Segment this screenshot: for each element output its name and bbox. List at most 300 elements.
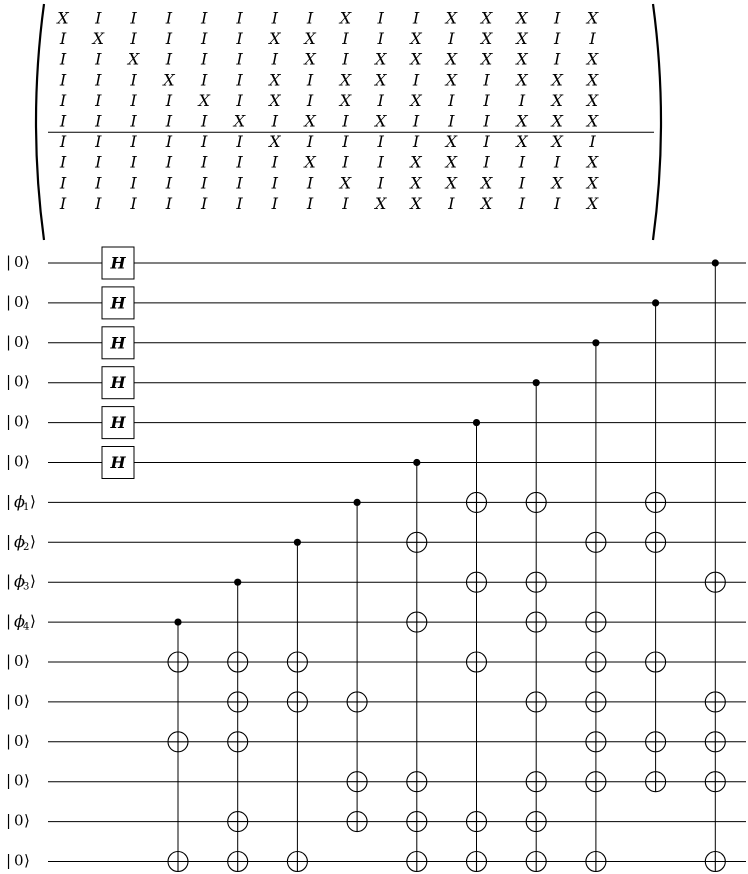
matrix-entry: I <box>377 8 384 28</box>
matrix-entry: I <box>377 29 384 49</box>
matrix-entry: I <box>59 111 67 131</box>
matrix-entry: I <box>201 29 208 49</box>
matrix-entry: X <box>339 173 352 193</box>
matrix-entry: I <box>306 173 314 193</box>
matrix-entry: I <box>377 173 384 193</box>
control-dot <box>354 499 361 506</box>
matrix-entry: X <box>586 70 599 90</box>
target-oplus <box>467 652 487 672</box>
cnot-gate <box>586 339 606 871</box>
hadamard-gate <box>102 327 134 359</box>
hadamard-label: H <box>110 413 126 433</box>
ket-close: ⟩ <box>24 412 30 431</box>
matrix-entry: I <box>130 8 137 28</box>
wire-label <box>6 333 30 351</box>
matrix-entry: I <box>201 111 208 131</box>
control-dot <box>652 299 659 306</box>
matrix-entry: I <box>554 29 561 49</box>
matrix-entry: I <box>165 49 173 69</box>
matrix-entry: I <box>95 8 102 28</box>
stabilizer-matrix <box>36 4 661 240</box>
hadamard-label: H <box>110 253 126 273</box>
matrix-entry: I <box>165 8 173 28</box>
target-oplus <box>407 612 427 632</box>
matrix-entry: I <box>95 152 102 172</box>
ket-symbol: 0 <box>14 652 24 670</box>
matrix-entry: I <box>412 132 420 152</box>
matrix-entry: I <box>483 90 490 110</box>
matrix-entry: I <box>554 193 561 213</box>
matrix-entry: X <box>269 29 281 49</box>
ket-close: ⟩ <box>24 292 30 311</box>
matrix-entry: X <box>339 8 352 28</box>
matrix-entry: I <box>201 70 208 90</box>
wire-label <box>6 413 30 431</box>
matrix-entry: X <box>551 111 563 131</box>
matrix-entry: X <box>304 49 316 69</box>
target-oplus <box>228 652 248 672</box>
wire-label <box>6 612 36 633</box>
wire-label <box>6 812 30 830</box>
cnot-gate <box>526 379 546 871</box>
target-oplus <box>586 652 606 672</box>
target-oplus <box>228 732 248 752</box>
matrix-entry: X <box>551 70 563 90</box>
ket-close: ⟩ <box>24 691 30 710</box>
ket-symbol: 0 <box>14 332 24 351</box>
target-oplus <box>646 492 666 512</box>
ket-symbol: 0 <box>14 731 24 750</box>
target-oplus <box>467 572 487 592</box>
ket-symbol: ϕ <box>14 571 25 591</box>
matrix-entry: I <box>130 29 137 49</box>
target-oplus <box>407 532 427 552</box>
matrix-entry: I <box>377 90 384 110</box>
matrix-entry: I <box>554 152 561 172</box>
target-oplus <box>526 852 546 872</box>
matrix-entry: I <box>201 132 208 152</box>
matrix-entry: I <box>306 70 314 90</box>
matrix-entry: X <box>269 90 281 110</box>
matrix-entry: I <box>518 173 526 193</box>
matrix-entry: I <box>271 173 278 193</box>
ket-subscript: 4 <box>23 621 30 633</box>
matrix-entry: X <box>516 8 528 28</box>
matrix-entry: X <box>304 152 316 172</box>
matrix-entry: X <box>410 29 422 49</box>
hadamard-label: H <box>110 373 126 393</box>
matrix-entry: I <box>201 173 208 193</box>
matrix-entry: X <box>480 193 493 213</box>
matrix-entry: X <box>516 29 528 49</box>
matrix-entry: X <box>445 173 457 193</box>
target-oplus <box>347 692 367 712</box>
hadamard-label: H <box>110 333 126 353</box>
matrix-entry: X <box>480 49 493 69</box>
matrix-entry: I <box>342 49 349 69</box>
matrix-entry: X <box>516 70 528 90</box>
matrix-entry: I <box>59 193 67 213</box>
matrix-entry: X <box>375 49 387 69</box>
matrix-entry: I <box>271 49 278 69</box>
hadamard-gate <box>102 287 134 319</box>
ket-open: | <box>6 532 12 551</box>
matrix-entry: I <box>448 29 455 49</box>
matrix-entry: I <box>271 8 278 28</box>
matrix-entry: I <box>412 8 420 28</box>
matrix-entry: X <box>410 152 422 172</box>
matrix-entry: X <box>516 132 528 152</box>
ket-open: | <box>6 253 12 271</box>
matrix-entry: X <box>269 132 281 152</box>
matrix-entry: I <box>236 173 243 193</box>
matrix-entry: I <box>518 90 526 110</box>
ket-symbol: 0 <box>14 691 24 710</box>
ket-subscript: 2 <box>23 541 30 553</box>
wire-label <box>6 293 30 311</box>
wire-label <box>6 572 36 593</box>
target-oplus <box>526 572 546 592</box>
wire-label <box>6 453 30 471</box>
matrix-entry: X <box>551 132 563 152</box>
matrix-entry: I <box>589 29 596 49</box>
matrix-entry: I <box>412 111 420 131</box>
matrix-entry: I <box>342 193 349 213</box>
ket-open: | <box>6 572 12 591</box>
matrix-entry: X <box>551 90 563 110</box>
matrix-entry: I <box>130 173 137 193</box>
matrix-entry: I <box>448 111 455 131</box>
matrix-entry: I <box>271 111 278 131</box>
matrix-entry: I <box>554 8 561 28</box>
right-parenthesis <box>653 4 661 240</box>
ket-close: ⟩ <box>24 652 30 670</box>
control-dot <box>234 579 241 586</box>
matrix-entry: X <box>304 111 316 131</box>
ket-subscript: 1 <box>23 501 30 513</box>
hadamard-label: H <box>110 453 126 472</box>
target-oplus <box>705 692 725 712</box>
ket-symbol: 0 <box>14 771 24 790</box>
target-oplus <box>407 812 427 832</box>
matrix-entry: I <box>342 152 349 172</box>
matrix-entry: X <box>339 70 352 90</box>
target-oplus <box>467 812 487 832</box>
ket-open: | <box>6 851 12 870</box>
cnot-gate <box>347 499 367 832</box>
matrix-entry: X <box>410 49 422 69</box>
cnot-gate <box>168 619 188 872</box>
left-parenthesis <box>36 4 44 240</box>
matrix-entry: X <box>551 173 563 193</box>
matrix-entry: X <box>445 49 457 69</box>
matrix-entry: X <box>516 111 528 131</box>
matrix-entry: I <box>306 90 314 110</box>
matrix-entry: I <box>95 173 102 193</box>
ket-open: | <box>6 412 12 431</box>
ket-open: | <box>6 332 12 351</box>
wire-label <box>6 532 36 553</box>
matrix-entry: I <box>201 8 208 28</box>
matrix-entry: X <box>127 49 140 69</box>
ket-symbol: 0 <box>14 452 24 471</box>
ket-open: | <box>6 811 12 830</box>
target-oplus <box>287 652 307 672</box>
matrix-entry: I <box>236 49 243 69</box>
hadamard-gate <box>102 367 134 399</box>
matrix-entry: I <box>165 111 173 131</box>
matrix-entry: I <box>130 70 137 90</box>
matrix-entry: X <box>92 29 104 49</box>
control-dot <box>533 379 540 386</box>
matrix-entry: I <box>518 152 526 172</box>
hadamard-label: H <box>110 293 126 313</box>
ket-open: | <box>6 372 12 391</box>
matrix-entry: I <box>448 90 455 110</box>
ket-open: | <box>6 731 12 750</box>
matrix-entry: X <box>586 193 599 213</box>
target-oplus <box>228 852 248 872</box>
matrix-entry: I <box>95 49 102 69</box>
matrix-entry: X <box>586 173 599 193</box>
ket-open: | <box>6 691 12 710</box>
matrix-entry: X <box>586 49 599 69</box>
matrix-entry: I <box>236 70 243 90</box>
matrix-entry: I <box>236 132 243 152</box>
hadamard-gate <box>102 447 134 479</box>
matrix-entry: X <box>375 193 387 213</box>
ket-symbol: 0 <box>14 372 24 391</box>
target-oplus <box>646 532 666 552</box>
target-oplus <box>705 572 725 592</box>
matrix-entry: X <box>445 8 457 28</box>
matrix-entry: I <box>236 152 243 172</box>
target-oplus <box>586 692 606 712</box>
matrix-entry: I <box>201 152 208 172</box>
cnot-gate <box>467 419 487 872</box>
ket-close: ⟩ <box>24 811 30 830</box>
target-oplus <box>168 732 188 752</box>
matrix-entry: X <box>375 70 387 90</box>
matrix-entry: I <box>412 70 420 90</box>
matrix-entry: I <box>130 132 137 152</box>
matrix-entry: X <box>586 90 599 110</box>
matrix-entry: X <box>410 173 422 193</box>
matrix-entry: I <box>95 111 102 131</box>
matrix-entry: I <box>342 132 349 152</box>
matrix-entry: I <box>554 49 561 69</box>
matrix-entry: I <box>306 8 314 28</box>
ket-close: ⟩ <box>30 492 36 511</box>
quantum-circuit <box>6 247 746 872</box>
matrix-entry: I <box>59 49 67 69</box>
ket-symbol: ϕ <box>14 531 25 551</box>
matrix-entry: X <box>445 70 457 90</box>
cnot-gate <box>646 299 666 791</box>
wire-label <box>6 373 30 391</box>
ket-close: ⟩ <box>24 452 30 471</box>
matrix-entry: X <box>480 8 493 28</box>
target-oplus <box>168 652 188 672</box>
matrix-entry: I <box>95 90 102 110</box>
ket-close: ⟩ <box>24 851 30 870</box>
target-oplus <box>526 772 546 792</box>
wire-label <box>6 772 30 790</box>
matrix-entry: I <box>518 193 526 213</box>
target-oplus <box>347 772 367 792</box>
target-oplus <box>646 652 666 672</box>
target-oplus <box>347 812 367 832</box>
control-dot <box>473 419 480 426</box>
wire-label <box>6 732 30 750</box>
matrix-entry: I <box>130 193 137 213</box>
ket-symbol: 0 <box>14 253 24 271</box>
matrix-entry: X <box>269 70 281 90</box>
matrix-entry: X <box>410 90 422 110</box>
matrix-entry: I <box>95 193 102 213</box>
matrix-entry: I <box>342 111 349 131</box>
target-oplus <box>646 732 666 752</box>
matrix-entry: I <box>448 193 455 213</box>
ket-open: | <box>6 612 12 631</box>
matrix-entry: I <box>165 132 173 152</box>
ket-close: ⟩ <box>24 332 30 351</box>
matrix-entry: I <box>271 193 278 213</box>
ket-close: ⟩ <box>24 731 30 750</box>
ket-symbol: 0 <box>14 851 24 870</box>
target-oplus <box>586 532 606 552</box>
matrix-entry: X <box>445 132 457 152</box>
matrix-entry: X <box>586 111 599 131</box>
ket-open: | <box>6 652 12 670</box>
target-oplus <box>407 772 427 792</box>
matrix-entry: I <box>59 132 67 152</box>
target-oplus <box>407 852 427 872</box>
target-oplus <box>526 492 546 512</box>
target-oplus <box>228 692 248 712</box>
target-oplus <box>526 812 546 832</box>
matrix-entry: X <box>233 111 246 131</box>
matrix-entry: X <box>586 8 599 28</box>
target-oplus <box>526 612 546 632</box>
matrix-entry: X <box>304 29 316 49</box>
wire-label <box>6 852 30 870</box>
matrix-entry: X <box>410 193 422 213</box>
matrix-entry: X <box>480 29 493 49</box>
ket-close: ⟩ <box>24 372 30 391</box>
target-oplus <box>526 692 546 712</box>
wire-label <box>6 652 30 670</box>
wire-label <box>6 253 30 271</box>
target-oplus <box>586 612 606 632</box>
matrix-entry: X <box>586 152 599 172</box>
ket-subscript: 3 <box>23 581 30 593</box>
matrix-entry: X <box>445 152 457 172</box>
ket-close: ⟩ <box>24 253 30 271</box>
matrix-entry: I <box>95 70 102 90</box>
ket-open: | <box>6 771 12 790</box>
matrix-entry: I <box>59 70 67 90</box>
matrix-entry: I <box>589 132 596 152</box>
matrix-entry: I <box>201 49 208 69</box>
target-oplus <box>586 852 606 872</box>
matrix-entry: X <box>516 49 528 69</box>
matrix-entry: I <box>130 90 137 110</box>
matrix-entry: I <box>306 132 314 152</box>
matrix-entry: I <box>165 29 173 49</box>
ket-symbol: 0 <box>14 412 24 431</box>
matrix-entry: X <box>480 173 493 193</box>
target-oplus <box>287 852 307 872</box>
matrix-entry: I <box>59 90 67 110</box>
matrix-entry: I <box>236 193 243 213</box>
control-dot <box>174 619 181 626</box>
ket-symbol: 0 <box>14 811 24 830</box>
wire-label <box>6 692 30 710</box>
cnot-gate <box>705 259 725 871</box>
ket-symbol: ϕ <box>14 611 25 631</box>
matrix-entry: I <box>377 132 384 152</box>
matrix-entry: X <box>163 70 175 90</box>
ket-symbol: 0 <box>14 292 24 311</box>
matrix-entry: I <box>483 70 490 90</box>
matrix-entry: I <box>59 152 67 172</box>
target-oplus <box>646 772 666 792</box>
control-dot <box>712 259 719 266</box>
target-oplus <box>705 772 725 792</box>
target-oplus <box>287 692 307 712</box>
matrix-entry: I <box>377 152 384 172</box>
matrix-entry: I <box>271 152 278 172</box>
matrix-entry: X <box>375 111 387 131</box>
matrix-entry: I <box>165 90 173 110</box>
matrix-entry: I <box>483 132 490 152</box>
target-oplus <box>705 852 725 872</box>
matrix-entry: I <box>130 152 137 172</box>
matrix-entry: I <box>59 173 67 193</box>
matrix-entry: X <box>198 90 210 110</box>
matrix-entry: X <box>57 8 69 28</box>
hadamard-gate <box>102 407 134 439</box>
ket-close: ⟩ <box>24 771 30 790</box>
matrix-entry: I <box>483 111 490 131</box>
target-oplus <box>467 492 487 512</box>
ket-close: ⟩ <box>30 532 36 551</box>
hadamard-gate <box>102 247 134 279</box>
matrix-entry: I <box>95 132 102 152</box>
matrix-entry: I <box>236 8 243 28</box>
matrix-entry: I <box>236 29 243 49</box>
control-dot <box>592 339 599 346</box>
control-dot <box>294 539 301 546</box>
ket-close: ⟩ <box>30 612 36 631</box>
target-oplus <box>586 772 606 792</box>
ket-close: ⟩ <box>30 572 36 591</box>
wire-label <box>6 492 36 513</box>
matrix-entry: I <box>236 90 243 110</box>
matrix-entry: I <box>165 173 173 193</box>
target-oplus <box>705 732 725 752</box>
control-dot <box>413 459 420 466</box>
matrix-entry: I <box>165 193 173 213</box>
ket-open: | <box>6 492 12 511</box>
matrix-entry: I <box>342 29 349 49</box>
target-oplus <box>586 732 606 752</box>
matrix-entry: I <box>201 193 208 213</box>
cnot-gate <box>407 459 427 872</box>
target-oplus <box>168 852 188 872</box>
matrix-entry: I <box>130 111 137 131</box>
